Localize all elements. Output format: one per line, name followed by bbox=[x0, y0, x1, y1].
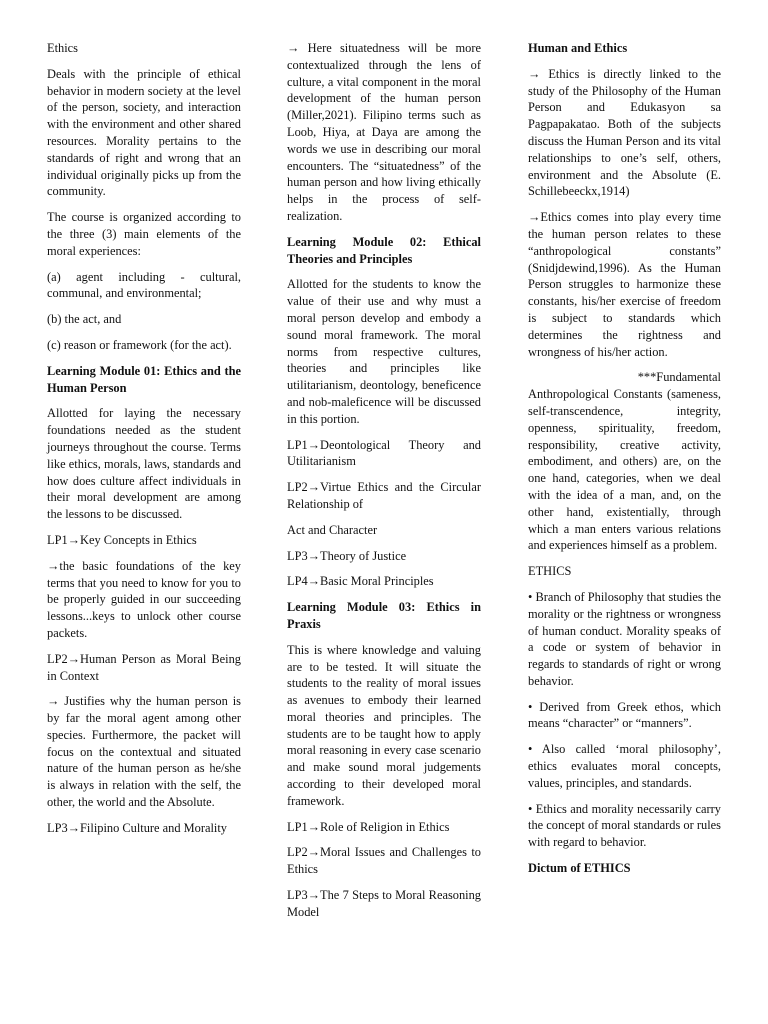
ethics-intro-paragraph: Deals with the principle of ethical behavior in modern society at the level of the person, society, and interaction with the environment and other shared resources. Morality pertains to the standards of right and wrong that an individual originally picks up from the community. bbox=[47, 66, 241, 199]
module-02-lp1: LP1→Deontological Theory and Utilitarianism bbox=[287, 437, 481, 469]
module-01-lp1: LP1→Key Concepts in Ethics bbox=[47, 532, 197, 547]
module-03-heading: Learning Module 03: Ethics in Praxis bbox=[287, 600, 481, 631]
document-page bbox=[0, 40, 768, 1024]
module-02-lp3: LP3→Theory of Justice bbox=[287, 548, 407, 563]
fundamental-label: ***Fundamental bbox=[637, 370, 721, 385]
module-03-lp2: LP2→Moral Issues and Challenges to Ethics bbox=[287, 845, 481, 877]
module-02-lp4: LP4→Basic Moral Principles bbox=[287, 574, 434, 589]
human-and-ethics-paragraph-2: →Ethics comes into play every time the human person relates to these “anthropological constants” (Snidjdewind,1996). As the Human Person struggles to harmonize these constants, his/her exercise of freedom is subject to standards which determines the rightness and wrongness of his/her action. bbox=[528, 210, 721, 359]
ethics-label: ETHICS bbox=[528, 564, 572, 579]
module-02-lp2: LP2→Virtue Ethics and the Circular Relationship of bbox=[287, 480, 481, 511]
situatedness-paragraph: → Here situatedness will be more contextualized through the lens of culture, a vital component in the moral development of the human person (Miller,2021). Filipino terms such as Loob, Hiya, at Daya are among the words we use in describing our moral encounters. The “situatedness” of the human person and how living ethically helps in the process of self- realization. bbox=[287, 41, 481, 223]
column-left bbox=[47, 40, 241, 846]
module-01-lp3: LP3→Filipino Culture and Morality bbox=[47, 820, 228, 835]
anthropological-constants-paragraph: Anthropological Constants (sameness, self-transcendence, integrity, openness, spirituality, freedom, responsibility, creative activity, embodiment, and others) are, on the one hand, categories, when we deal with the idea of a man, and, on the other hand, existentially, through which a man enters various relations and experiences himself as a problem. bbox=[528, 387, 721, 553]
module-03-lp3: LP3→The 7 Steps to Moral Reasoning Model bbox=[287, 888, 481, 919]
column-middle bbox=[287, 40, 481, 930]
module-01-description: Allotted for laying the necessary foundations needed as the student journeys throughout the course. Terms like ethics, morals, laws, standards and how does culture affect individuals in their moral development are among the lessons to be discussed. bbox=[47, 406, 241, 522]
column-right bbox=[528, 40, 721, 886]
human-and-ethics-heading: Human and Ethics bbox=[528, 41, 628, 55]
section-title-ethics: Ethics bbox=[47, 41, 78, 55]
element-c-text: (c) reason or framework (for the act). bbox=[47, 337, 232, 352]
ethics-bullet-3: • Also called ‘moral philosophy’, ethics evaluates moral concepts, values, principles, and standards. bbox=[528, 742, 721, 790]
module-03-description: This is where knowledge and valuing are to be tested. It will situate the students to the reality of moral issues as avenues to embody their learned moral theories and principles. The students are to be taught how to apply moral reasoning in every case scenario and make sound moral judgements according to their developed moral framework. bbox=[287, 642, 481, 808]
ethics-bullet-1: • Branch of Philosophy that studies the morality or the rightness or wrongness of human conduct. Morality speaks of a code or system of behavior in regards to standards of right or wrong behavior. bbox=[528, 589, 721, 688]
course-organized-paragraph: The course is organized according to the three (3) main elements of the moral experiences: bbox=[47, 210, 241, 258]
module-02-heading: Learning Module 02: Ethical Theories and Principles bbox=[287, 234, 481, 266]
element-b-text: (b) the act, and bbox=[47, 312, 122, 327]
module-02-lp2-continued: Act and Character bbox=[287, 522, 378, 537]
module-01-lp2: LP2→Human Person as Moral Being in Context bbox=[47, 651, 241, 683]
human-and-ethics-paragraph-1: → Ethics is directly linked to the study of the Philosophy of the Human Person and Edukasyon sa Pagpapakatao. Both of the subjects discuss the Human Person and its vital relationships to one’s self, others, environment and the Absolute (E. Schillebeeckx,1914) bbox=[528, 66, 721, 199]
module-01-lp2-description: → Justifies why the human person is by far the moral agent among other species. Furthermore, the packet will focus on the contextual and situated nature of the human person as he/she is always in relation with the self, the other, the world and the Absolute. bbox=[47, 694, 241, 810]
ethics-bullet-4: • Ethics and morality necessarily carry the concept of moral standards or rules with regard to behavior. bbox=[528, 801, 721, 850]
module-01-lp1-description: →the basic foundations of the key terms that you need to know for you to be properly guided in our succeeding lessons...keys to unlock other course packets. bbox=[47, 558, 241, 640]
dictum-of-ethics-heading: Dictum of ETHICS bbox=[528, 861, 631, 876]
module-02-description: Allotted for the students to know the value of their use and why must a moral person develop and embody a sound moral framework. The moral norms from respective cultures, theories and principles like utilitarianism, deontology, beneficence and nob-maleficence will be discussed in this portion. bbox=[287, 277, 481, 426]
module-01-heading: Learning Module 01: Ethics and the Human Person bbox=[47, 363, 241, 395]
element-a-text: (a) agent including - cultural, communal, and environmental; bbox=[47, 269, 241, 301]
module-03-lp1: LP1→Role of Religion in Ethics bbox=[287, 819, 450, 834]
ethics-bullet-2: • Derived from Greek ethos, which means “character” or “manners”. bbox=[528, 699, 721, 731]
